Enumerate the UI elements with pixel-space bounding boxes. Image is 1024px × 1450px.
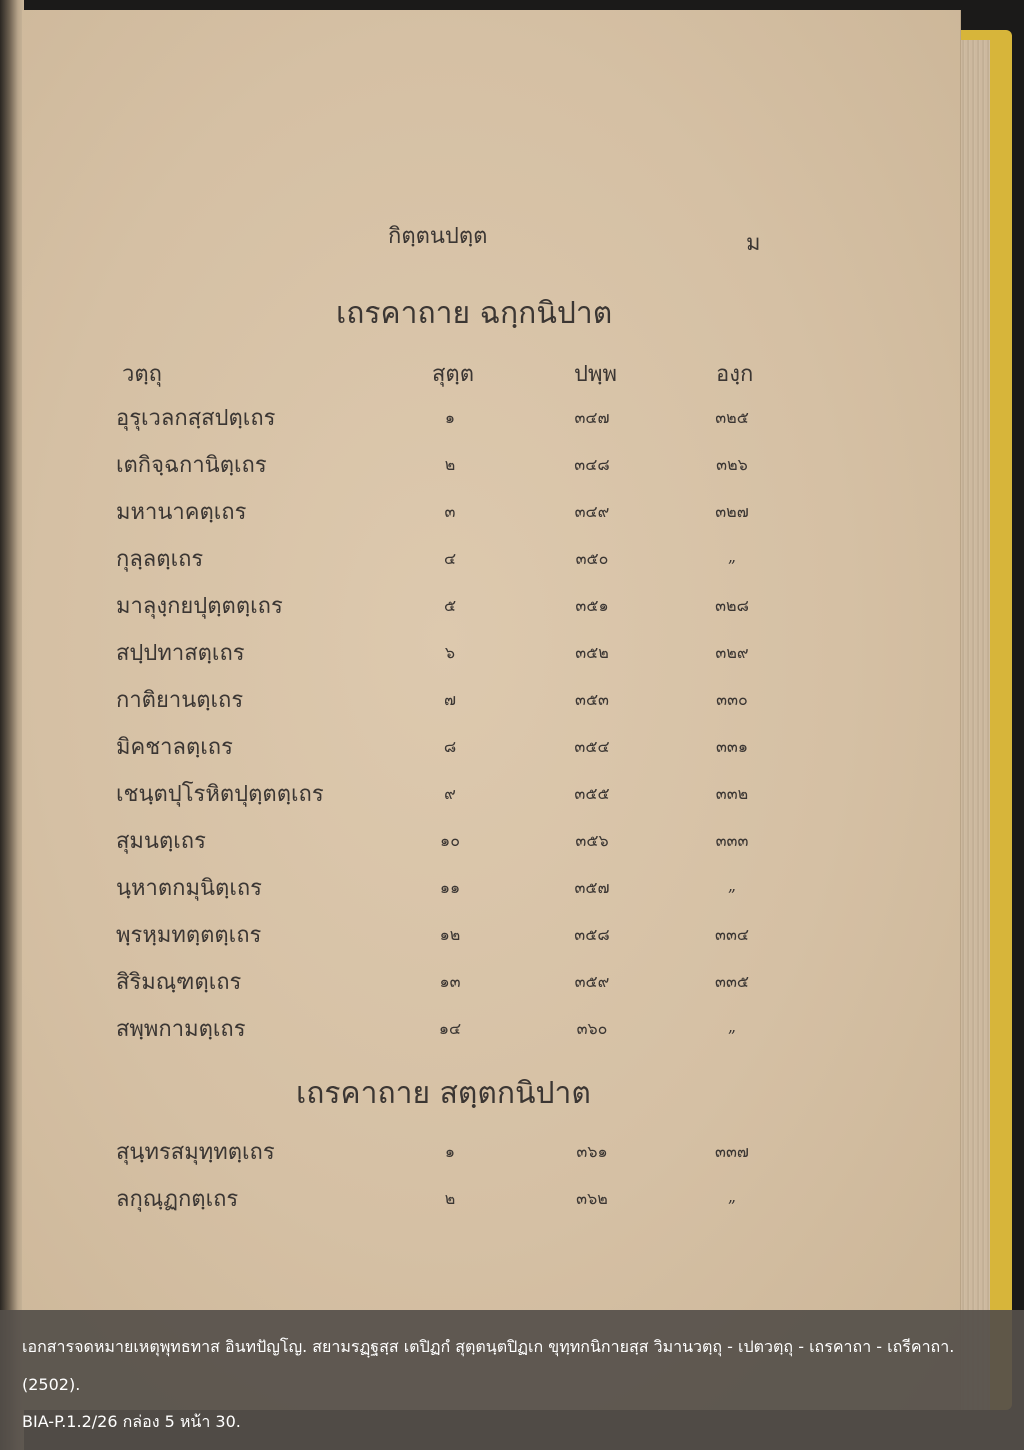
table-row <box>0 635 1024 675</box>
story-name: นฺหาตกมุนิตฺเถร <box>116 876 262 901</box>
caption-reference: BIA-P.1.2/26 กล่อง 5 หน้า 30. <box>22 1412 241 1431</box>
sutta-number: ๗ <box>443 690 457 709</box>
section-title: เถรคาถาย ฉกฺกนิปาต <box>336 296 613 331</box>
anga-number: „ <box>727 1017 737 1036</box>
page-number-cell: ๓๕๗ <box>574 878 610 897</box>
table-row <box>0 964 1024 1004</box>
page-number-cell: ๓๔๗ <box>574 408 610 427</box>
anga-number: ๓๓๗ <box>715 1142 749 1161</box>
anga-number: ๓๓๒ <box>715 784 749 803</box>
anga-number: ๓๒๗ <box>715 502 749 521</box>
table-row <box>0 682 1024 722</box>
story-name: อุรุเวลกสฺสปตฺเถร <box>116 406 276 431</box>
story-name: กาติยานตฺเถร <box>116 688 244 713</box>
anga-number: ๓๓๓ <box>715 831 749 850</box>
column-header-sutta: สุตฺต <box>432 362 475 387</box>
left-page-edge <box>0 0 24 1450</box>
sutta-number: ๑๒ <box>439 925 461 944</box>
table-row <box>0 1011 1024 1051</box>
sutta-number: ๘ <box>443 737 457 756</box>
sutta-number: ๑ <box>444 1142 456 1161</box>
table-row <box>0 494 1024 534</box>
page-number: ม <box>746 231 761 256</box>
table-row <box>0 447 1024 487</box>
anga-number: ๓๓๐ <box>716 690 748 709</box>
table-row <box>0 588 1024 628</box>
caption-text: เอกสารจดหมายเหตุพุทธทาส อินทปัญโญ. สยามรฏฺฐสฺส เตปิฏกํ สุตฺตนฺตปิฏเก ขุทฺทกนิกายสฺส วิมานวตฺถุ - เปตวตฺถุ - เถรคาถา - เถรีคาถา. (2502). <box>22 1337 955 1394</box>
page-number-cell: ๓๕๐ <box>575 549 609 568</box>
sutta-number: ๑ <box>444 408 456 427</box>
table-row <box>0 541 1024 581</box>
page-number-cell: ๓๕๘ <box>574 925 610 944</box>
column-header-page: ปพฺพ <box>574 362 617 387</box>
story-name: มหานาคตฺเถร <box>116 500 247 525</box>
anga-number: „ <box>727 876 737 895</box>
table-row <box>0 823 1024 863</box>
story-name: มาลุงฺกยปุตฺตตฺเถร <box>116 594 283 619</box>
table-row <box>0 1181 1024 1221</box>
story-name: สิริมณฺฑตฺเถร <box>116 970 242 995</box>
table-row <box>0 917 1024 957</box>
sutta-number: ๑๑ <box>439 878 461 897</box>
story-name: สปฺปทาสตฺเถร <box>116 641 245 666</box>
page-number-cell: ๓๕๙ <box>574 972 610 991</box>
anga-number: ๓๒๕ <box>715 408 749 427</box>
anga-number: ๓๒๙ <box>715 643 749 662</box>
story-name: สุนฺทรสมุทฺทตฺเถร <box>116 1140 275 1165</box>
column-header-anga: องฺก <box>716 362 754 387</box>
page-number-cell: ๓๔๙ <box>574 502 610 521</box>
page-header-title: กิตฺตนปตฺต <box>388 224 488 249</box>
page-number-cell: ๓๖๒ <box>576 1189 608 1208</box>
sutta-number: ๕ <box>443 596 457 615</box>
table-row <box>0 870 1024 910</box>
story-name: ลกุณฺฏกตฺเถร <box>116 1187 239 1212</box>
story-name: เตกิจฺฉกานิตฺเถร <box>116 453 267 478</box>
sutta-number: ๒ <box>444 1189 456 1208</box>
story-name: พฺรหฺมทตฺตตฺเถร <box>116 923 262 948</box>
story-name: สุมนตฺเถร <box>116 829 206 854</box>
sutta-number: ๙ <box>444 784 456 803</box>
anga-number: ๓๓๔ <box>715 925 749 944</box>
sutta-number: ๑๓ <box>439 972 461 991</box>
table-row <box>0 729 1024 769</box>
sutta-number: ๒ <box>444 455 456 474</box>
anga-number: ๓๓๕ <box>715 972 749 991</box>
page-number-cell: ๓๕๖ <box>575 831 609 850</box>
table-row <box>0 776 1024 816</box>
anga-number: „ <box>727 547 737 566</box>
page-number-cell: ๓๕๑ <box>575 596 609 615</box>
page-number-cell: ๓๕๔ <box>574 737 610 756</box>
table-row <box>0 1134 1024 1174</box>
anga-number: ๓๒๖ <box>716 455 748 474</box>
anga-number: „ <box>727 1187 737 1206</box>
anga-number: ๓๓๑ <box>715 737 749 756</box>
page-number-cell: ๓๖๐ <box>576 1019 608 1038</box>
page-number-cell: ๓๕๒ <box>575 643 609 662</box>
column-header-story: วตฺถุ <box>122 362 162 387</box>
page-number-cell: ๓๕๕ <box>574 784 610 803</box>
story-name: มิคชาลตฺเถร <box>116 735 233 760</box>
table-row <box>0 400 1024 440</box>
anga-number: ๓๒๘ <box>715 596 749 615</box>
page-number-cell: ๓๖๑ <box>576 1142 608 1161</box>
page-number-cell: ๓๔๘ <box>574 455 610 474</box>
sutta-number: ๑๐ <box>440 831 460 850</box>
sutta-number: ๔ <box>443 549 457 568</box>
story-name: สพฺพกามตฺเถร <box>116 1017 246 1042</box>
story-name: เชนฺตปุโรหิตปุตฺตตฺเถร <box>116 782 324 807</box>
section-title: เถรคาถาย สตฺตกนิปาต <box>296 1076 591 1111</box>
sutta-number: ๑๔ <box>438 1019 462 1038</box>
page-number-cell: ๓๕๓ <box>575 690 609 709</box>
sutta-number: ๓ <box>444 502 456 521</box>
sutta-number: ๖ <box>444 643 456 662</box>
story-name: กุลฺลตฺเถร <box>116 547 204 572</box>
